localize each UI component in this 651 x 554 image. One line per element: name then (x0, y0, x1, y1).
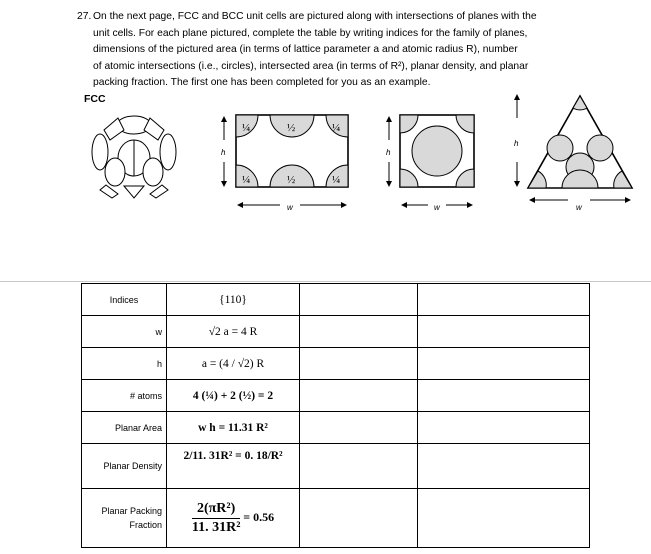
fcc-111-plane (514, 95, 632, 212)
answer-cell[interactable] (300, 316, 418, 348)
table-row (82, 284, 590, 316)
atoms-value: 4 (¼) + 2 (½) = 2 (167, 380, 300, 412)
w-label: w (82, 316, 167, 348)
h-label-1: h (221, 148, 226, 157)
planar-area-value: w h = 11.31 R² (167, 412, 300, 444)
ppf-label-line-2: Fraction (129, 520, 162, 530)
answer-cell[interactable] (418, 284, 590, 316)
w-label-3: w (576, 203, 582, 212)
problem-line-1: On the next page, FCC and BCC unit cells are pictured along with intersections of planes with the (93, 11, 537, 22)
answer-cell[interactable] (300, 348, 418, 380)
problem-line-4: of atomic intersections (i.e., circles), intersected area (in terms of R²), planar density, and planar (93, 60, 529, 72)
answer-cell[interactable] (300, 412, 418, 444)
table-row (82, 380, 590, 412)
w-label-2: w (434, 203, 440, 212)
table-row (82, 316, 590, 348)
fraction-bot-left: ¼ (242, 174, 251, 186)
fcc-label: FCC (84, 93, 106, 105)
ppf-denominator: 11. 31R² (191, 519, 241, 535)
answer-cell[interactable] (418, 348, 590, 380)
fraction-bot-mid: ½ (287, 174, 296, 186)
w-label-1: w (287, 203, 293, 212)
problem-line-5: packing fraction. The first one has been completed for you as an example. (93, 77, 431, 89)
fraction-bot-right: ¼ (332, 174, 341, 186)
planar-density-table (81, 283, 590, 548)
page-separator (0, 281, 651, 282)
answer-cell[interactable] (418, 489, 590, 548)
problem-line-2: unit cells. For each plane pictured, complete the table by writing indices for the family of planes, (93, 27, 528, 39)
ppf-result: = 0.56 (243, 509, 275, 524)
h-label: h (82, 348, 167, 380)
fcc-110-plane (221, 115, 348, 212)
answer-cell[interactable] (418, 412, 590, 444)
planar-area-label: Planar Area (82, 412, 167, 444)
fraction-top-right: ¼ (332, 122, 341, 134)
h-label-3: h (514, 139, 519, 148)
answer-cell[interactable] (300, 380, 418, 412)
ppf-numerator: 2(πR²) (192, 501, 241, 519)
fraction-top-left: ¼ (242, 122, 251, 134)
planar-density-value: 2/11. 31R² = 0. 18/R² (167, 444, 300, 489)
answer-cell[interactable] (418, 444, 590, 489)
table-row (82, 348, 590, 380)
problem-number: 27. (77, 11, 92, 22)
indices-value: {110} (167, 284, 300, 316)
ppf-label-line-1: Planar Packing (101, 506, 162, 516)
answer-cell[interactable] (300, 284, 418, 316)
ppf-fraction (192, 501, 241, 536)
fcc-100-plane (386, 115, 474, 212)
unit-cell-figures (0, 0, 651, 230)
h-label-2: h (386, 148, 391, 157)
w-value: √2 a = 4 R (167, 316, 300, 348)
planar-packing-fraction-value (167, 489, 300, 548)
atoms-label: # atoms (82, 380, 167, 412)
answer-cell[interactable] (300, 489, 418, 548)
fraction-top-mid: ½ (287, 122, 296, 134)
table-row (82, 489, 590, 548)
table-row (82, 412, 590, 444)
fcc-unit-cell-drawing (92, 116, 176, 198)
indices-label: Indices (82, 284, 167, 316)
table-row (82, 444, 590, 489)
answer-cell[interactable] (418, 316, 590, 348)
h-value: a = (4 / √2) R (167, 348, 300, 380)
answer-cell[interactable] (418, 380, 590, 412)
planar-packing-fraction-label (82, 489, 167, 548)
planar-density-label: Planar Density (82, 444, 167, 489)
answer-cell[interactable] (300, 444, 418, 489)
problem-line-3: dimensions of the pictured area (in terms of lattice parameter a and atomic radius R), number (93, 44, 518, 56)
